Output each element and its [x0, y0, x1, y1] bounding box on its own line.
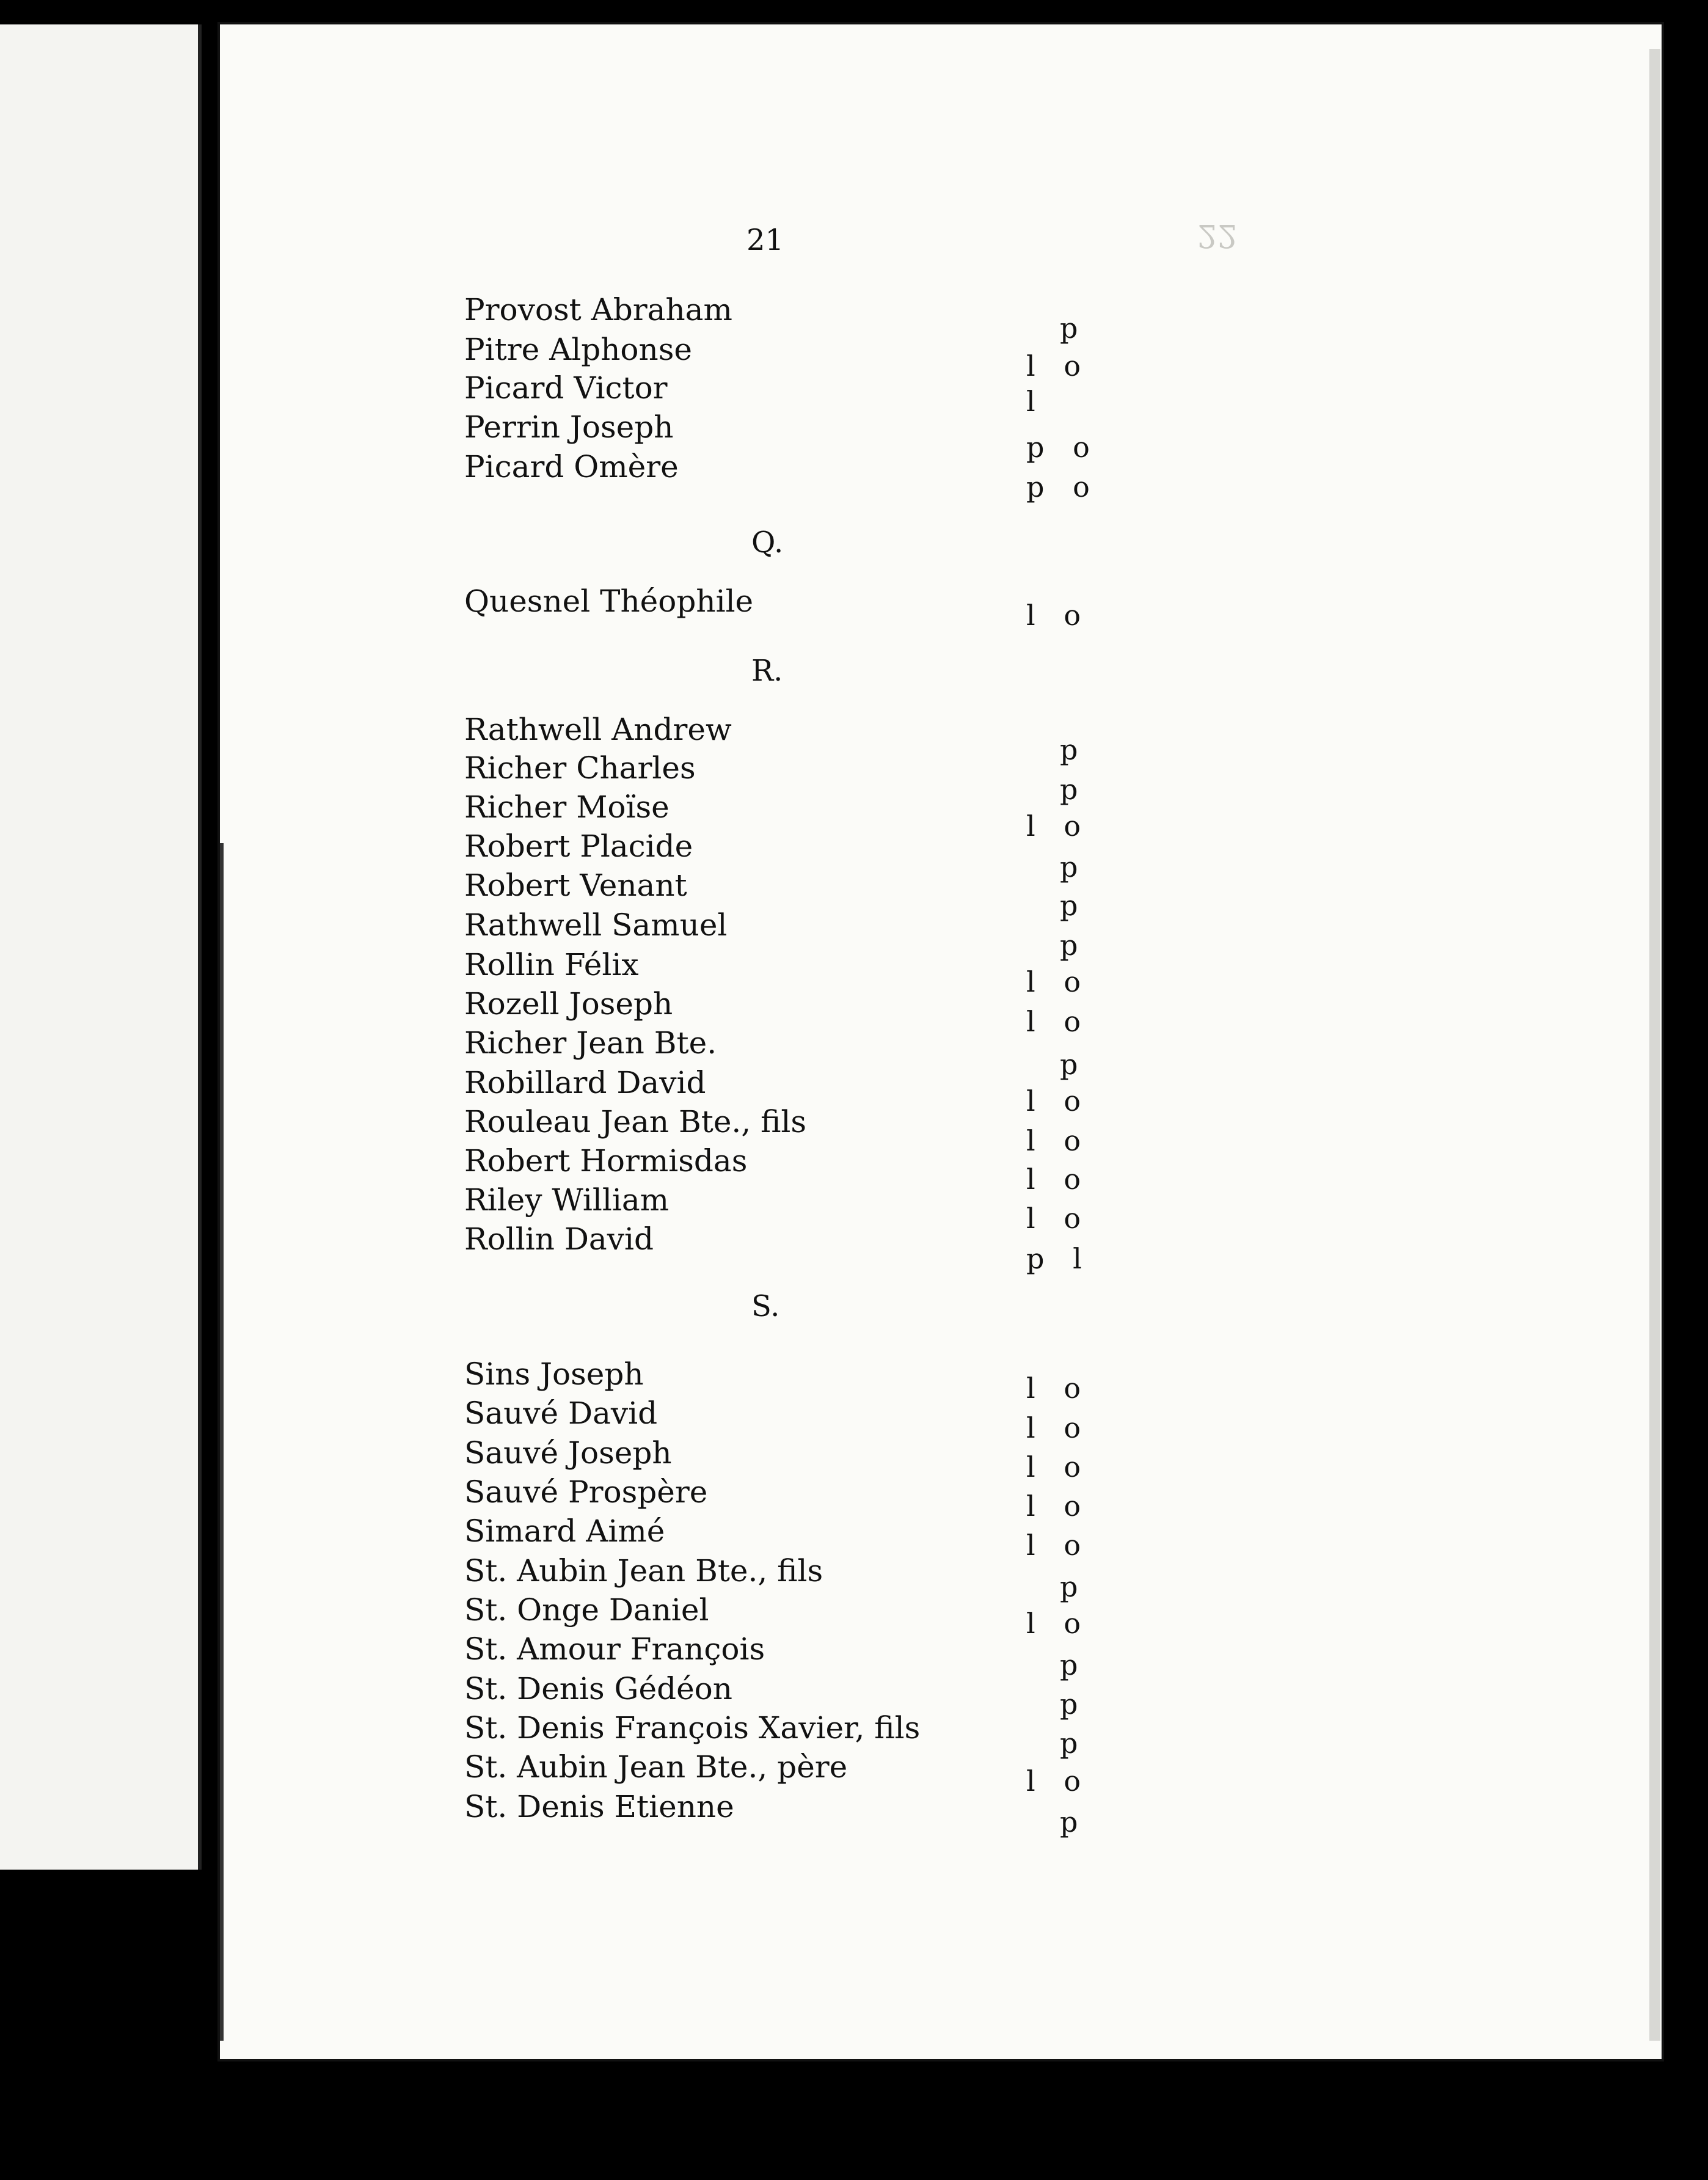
gutter	[198, 24, 202, 1870]
voter-name: Sauvé Prospère	[464, 1474, 708, 1510]
vote-mark: p	[1060, 1570, 1088, 1603]
vote-mark: p	[1060, 1727, 1088, 1760]
vote-mark: p l	[1026, 1242, 1092, 1275]
voter-name: Quesnel Théophile	[464, 583, 754, 619]
voter-name: Rozell Joseph	[464, 986, 673, 1022]
vote-mark: l o	[1026, 349, 1091, 382]
vote-mark: l o	[1026, 1765, 1091, 1798]
binding-thread	[220, 843, 224, 2041]
vote-mark: l o	[1026, 1202, 1091, 1235]
vote-mark: p	[1060, 1648, 1088, 1681]
vote-mark: l o	[1026, 1085, 1091, 1117]
voter-name: Pitre Alphonse	[464, 332, 692, 367]
section-letter-r: R.	[751, 654, 783, 688]
vote-mark: l o	[1026, 1005, 1091, 1038]
voter-name: Provost Abraham	[464, 292, 732, 327]
voter-name: Sauvé David	[464, 1395, 658, 1431]
section-letter-q: Q.	[751, 525, 784, 560]
voter-name: Rouleau Jean Bte., fils	[464, 1104, 807, 1139]
page-number: 21	[746, 223, 784, 257]
voter-name: Simard Aimé	[464, 1513, 665, 1549]
voter-name: Richer Jean Bte.	[464, 1025, 717, 1061]
voter-name: Richer Charles	[464, 750, 696, 786]
vote-mark: p	[1060, 733, 1088, 766]
voter-name: Rollin Félix	[464, 947, 639, 982]
voter-name: St. Denis François Xavier, fils	[464, 1710, 921, 1746]
vote-mark: l o	[1026, 1124, 1091, 1157]
vote-mark: l o	[1026, 1607, 1091, 1640]
voter-name: Robert Venant	[464, 868, 687, 903]
page-edge-shadow	[1649, 49, 1660, 2041]
vote-mark: p	[1060, 929, 1088, 962]
voter-name: Sins Joseph	[464, 1356, 644, 1392]
vote-mark: l o	[1026, 1529, 1091, 1562]
voter-name: Robert Placide	[464, 828, 693, 864]
vote-mark: l o	[1026, 1450, 1091, 1483]
voter-name: St. Aubin Jean Bte., fils	[464, 1553, 823, 1589]
vote-mark: p	[1060, 1048, 1088, 1081]
voter-name: Rathwell Andrew	[464, 712, 732, 747]
voter-name: St. Aubin Jean Bte., père	[464, 1749, 848, 1785]
voter-name: Perrin Joseph	[464, 409, 674, 445]
voter-name: Robillard David	[464, 1065, 706, 1100]
vote-mark: l o	[1026, 1490, 1091, 1523]
voter-name: Picard Omère	[464, 449, 679, 485]
voter-name: St. Denis Gédéon	[464, 1671, 732, 1706]
voter-name: St. Amour François	[464, 1631, 765, 1667]
vote-mark: p	[1060, 312, 1088, 345]
voter-name: Richer Moïse	[464, 789, 670, 825]
voter-name: Picard Victor	[464, 370, 668, 406]
voter-name: St. Onge Daniel	[464, 1592, 709, 1628]
vote-mark: p o	[1026, 431, 1100, 464]
vote-mark: p	[1060, 773, 1088, 806]
voter-name: Rathwell Samuel	[464, 907, 728, 943]
voter-name: Sauvé Joseph	[464, 1435, 672, 1471]
vote-mark: p	[1060, 889, 1088, 922]
bleed-through-page-number: 22	[1197, 217, 1238, 254]
vote-mark: l	[1026, 385, 1045, 418]
voter-name: Rollin David	[464, 1221, 654, 1257]
voter-name: Robert Hormisdas	[464, 1143, 748, 1179]
vote-mark: l o	[1026, 965, 1091, 998]
vote-mark: p o	[1026, 470, 1100, 503]
section-letter-s: S.	[751, 1289, 780, 1323]
vote-mark: p	[1060, 850, 1088, 883]
vote-mark: l o	[1026, 1372, 1091, 1405]
vote-mark: l o	[1026, 810, 1091, 843]
document-page	[220, 24, 1662, 2059]
previous-page-edge	[0, 24, 202, 1870]
voter-name: Riley William	[464, 1182, 670, 1218]
vote-mark: l o	[1026, 599, 1091, 632]
vote-mark: l o	[1026, 1411, 1091, 1444]
vote-mark: p	[1060, 1805, 1088, 1838]
vote-mark: p	[1060, 1688, 1088, 1721]
vote-mark: l o	[1026, 1163, 1091, 1196]
voter-name: St. Denis Etienne	[464, 1789, 734, 1824]
